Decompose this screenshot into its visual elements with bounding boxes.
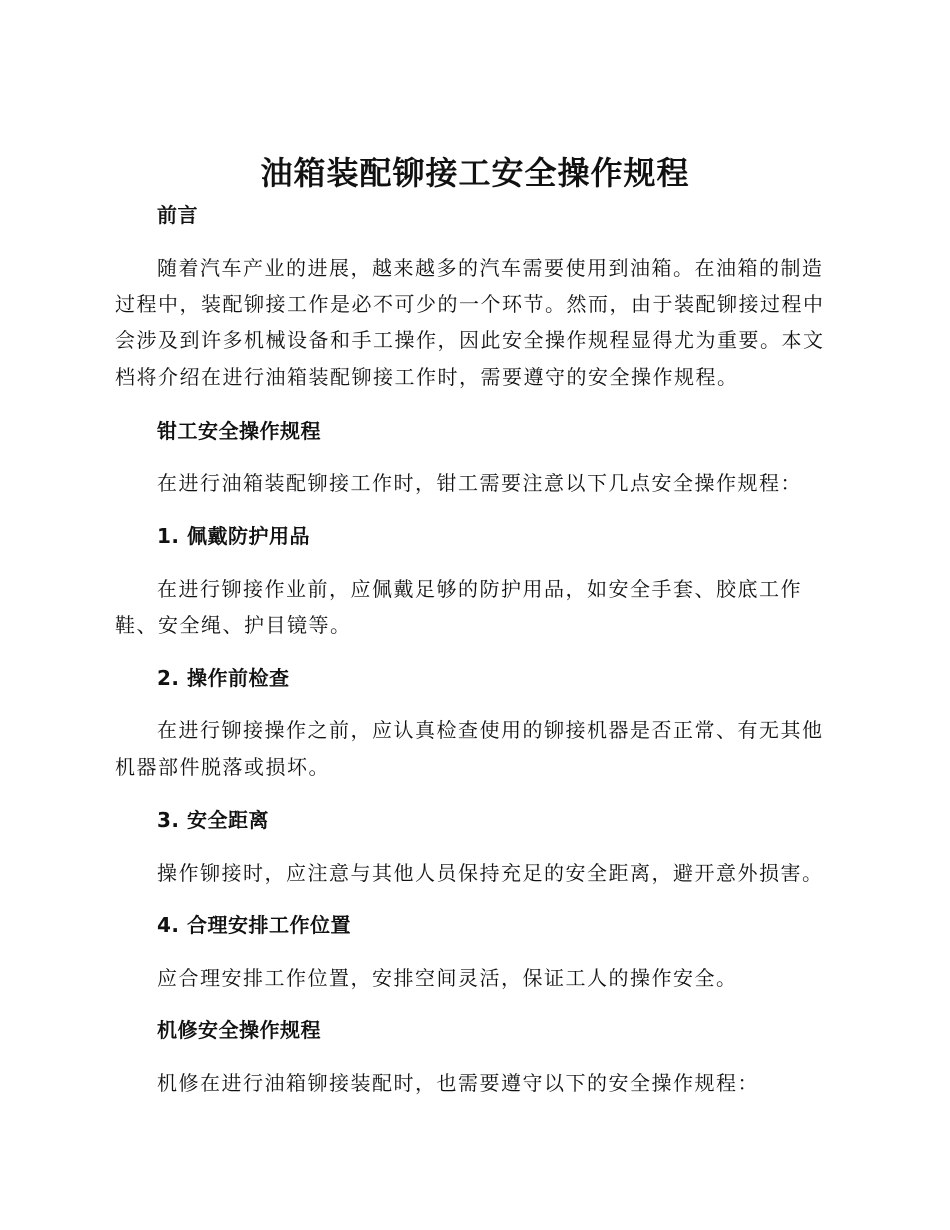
- item-line: 机器部件脱落或损坏。: [115, 755, 330, 779]
- item-line: 在进行铆接作业前，应佩戴足够的防护用品，如安全手套、胶底工作: [157, 577, 802, 601]
- item-heading: 3. 安全距离: [157, 808, 269, 832]
- item-line: 鞋、安全绳、护目镜等。: [115, 613, 352, 637]
- item-heading: 4. 合理安排工作位置: [157, 913, 351, 937]
- item-line: 在进行铆接操作之前，应认真检查使用的铆接机器是否正常、有无其他: [157, 718, 824, 742]
- item-line: 操作铆接时，应注意与其他人员保持充足的安全距离，避开意外损害。: [157, 861, 824, 885]
- item-heading: 2. 操作前检查: [157, 666, 290, 690]
- preface-line: 会涉及到许多机械设备和手工操作，因此安全操作规程显得尤为重要。本文: [115, 328, 825, 352]
- section-heading-mechanic: 机修安全操作规程: [157, 1018, 321, 1042]
- preface-heading: 前言: [157, 203, 198, 227]
- fitter-intro: 在进行油箱装配铆接工作时，钳工需要注意以下几点安全操作规程：: [157, 471, 802, 495]
- item-heading: 1. 佩戴防护用品: [157, 524, 310, 548]
- item-line: 应合理安排工作位置，安排空间灵活，保证工人的操作安全。: [157, 966, 738, 990]
- preface-line: 档将介绍在进行油箱装配铆接工作时，需要遵守的安全操作规程。: [115, 365, 739, 389]
- mechanic-intro: 机修在进行油箱铆接装配时，也需要遵守以下的安全操作规程：: [157, 1071, 759, 1095]
- preface-line: 过程中，装配铆接工作是必不可少的一个环节。然而，由于装配铆接过程中: [115, 292, 825, 316]
- document-title: 油箱装配铆接工安全操作规程: [260, 154, 690, 192]
- preface-line: 随着汽车产业的进展，越来越多的汽车需要使用到油箱。在油箱的制造: [157, 256, 824, 280]
- section-heading-fitter: 钳工安全操作规程: [157, 419, 321, 443]
